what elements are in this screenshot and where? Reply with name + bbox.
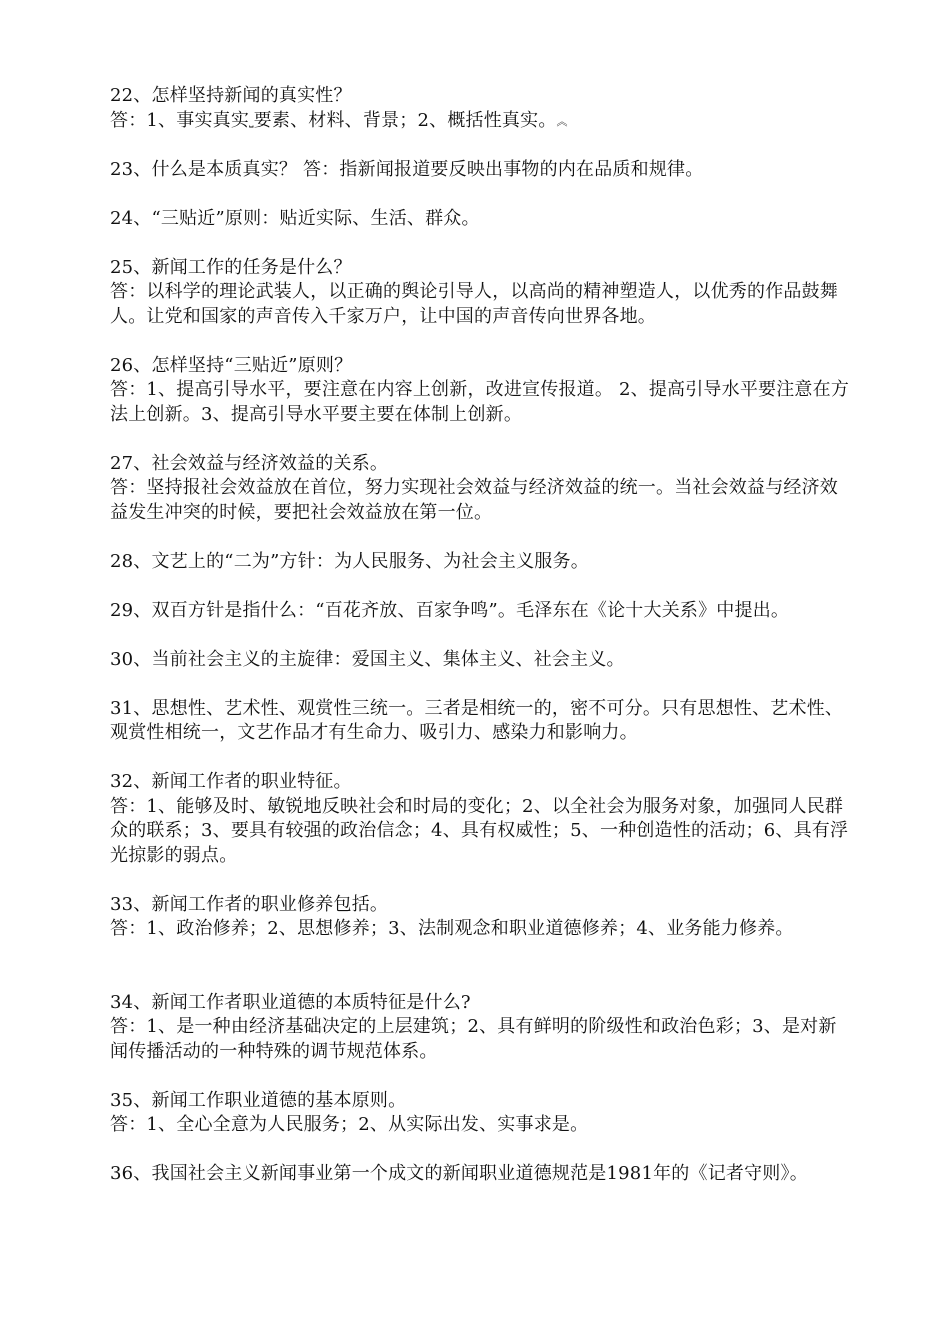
question-text: 31、思想性、艺术性、观赏性三统一。三者是相统一的，密不可分。只有思想性、艺术性、观赏性相统一，文艺作品才有生命力、吸引力、感染力和影响力。 [110,697,844,743]
question-text: 27、社会效益与经济效益的关系。 [110,452,389,474]
qa-item-23 [110,158,852,183]
answer-text: 答：1、政治修养；2、思想修养；3、法制观念和职业道德修养；4、业务能力修养。 [110,918,794,939]
answer-text: 答：坚持报社会效益放在首位，努力实现社会效益与经济效益的统一。当社会效益与经济效益发生冲突的时候，要把社会效益放在第一位。 [110,477,838,523]
answer-text: 答：1、能够及时、敏锐地反映社会和时局的变化；2、以全社会为服务对象，加强同人民群众的联系；3、要具有较强的政治信念；4、具有权威性；5、一种创造性的活动；6、具有浮光掠影的弱点。 [110,795,849,866]
qa-item-26 [110,354,852,428]
answer-text: 答：1、是一种由经济基础决定的上层建筑；2、具有鲜明的阶级性和政治色彩；3、是对新闻传播活动的一种特殊的调节规范体系。 [110,1016,837,1062]
answer-text: 答：1、全心全意为人民服务；2、从实际出发、实事求是。 [110,1114,589,1135]
inline-mark: ⎵ [249,114,254,128]
qa-item-34 [110,991,852,1065]
question-text: 23、什么是本质真实？ 答：指新闻报道要反映出事物的内在品质和规律。 [110,158,704,180]
qa-item-30 [110,648,852,673]
question-text: 33、新闻工作者的职业修养包括。 [110,893,389,915]
question-text: 22、怎样坚持新闻的真实性？ [110,85,352,106]
qa-item-24 [110,207,852,232]
end-mark: ︽ [556,114,568,128]
question-text: 28、文艺上的“二为”方针：为人民服务、为社会主义服务。 [110,550,589,572]
qa-item-25 [110,256,852,330]
qa-item-31 [110,697,852,746]
question-text: 36、我国社会主义新闻事业第一个成文的新闻职业道德规范是1981年的《记者守则》。 [110,1163,808,1184]
answer-part: 要素、材料、背景；2、概括性真实。 [253,109,557,131]
answer-part: 答：1、事实真实 [110,109,250,131]
question-text: 30、当前社会主义的主旋律：爱国主义、集体主义、社会主义。 [110,648,625,670]
qa-item-36 [110,1162,852,1187]
question-text: 26、怎样坚持“三贴近”原则？ [110,354,353,376]
question-text: 25、新闻工作的任务是什么？ [110,256,352,278]
answer-text [110,109,852,134]
qa-item-22 [110,84,852,133]
qa-item-28 [110,550,852,575]
qa-item-33 [110,893,852,942]
question-text: 29、双百方针是指什么：“百花齐放、百家争鸣”。毛泽东在《论十大关系》中提出。 [110,599,790,621]
qa-item-32 [110,770,852,868]
answer-text: 答：以科学的理论武装人，以正确的舆论引导人，以高尚的精神塑造人，以优秀的作品鼓舞人。让党和国家的声音传入千家万户，让中国的声音传向世界各地。 [110,281,838,327]
question-text: 24、“三贴近”原则：贴近实际、生活、群众。 [110,207,480,229]
document-body [110,84,852,1211]
qa-item-27 [110,452,852,526]
answer-text: 答：1、提高引导水平，要注意在内容上创新，改进宣传报道。 2、提高引导水平要注意在方法上创新。3、提高引导水平要主要在体制上创新。 [110,379,850,425]
question-text: 34、新闻工作者职业道德的本质特征是什么? [110,991,471,1013]
question-text: 32、新闻工作者的职业特征。 [110,771,352,792]
qa-item-35 [110,1089,852,1138]
question-text: 35、新闻工作职业道德的基本原则。 [110,1089,407,1111]
qa-item-29 [110,599,852,624]
